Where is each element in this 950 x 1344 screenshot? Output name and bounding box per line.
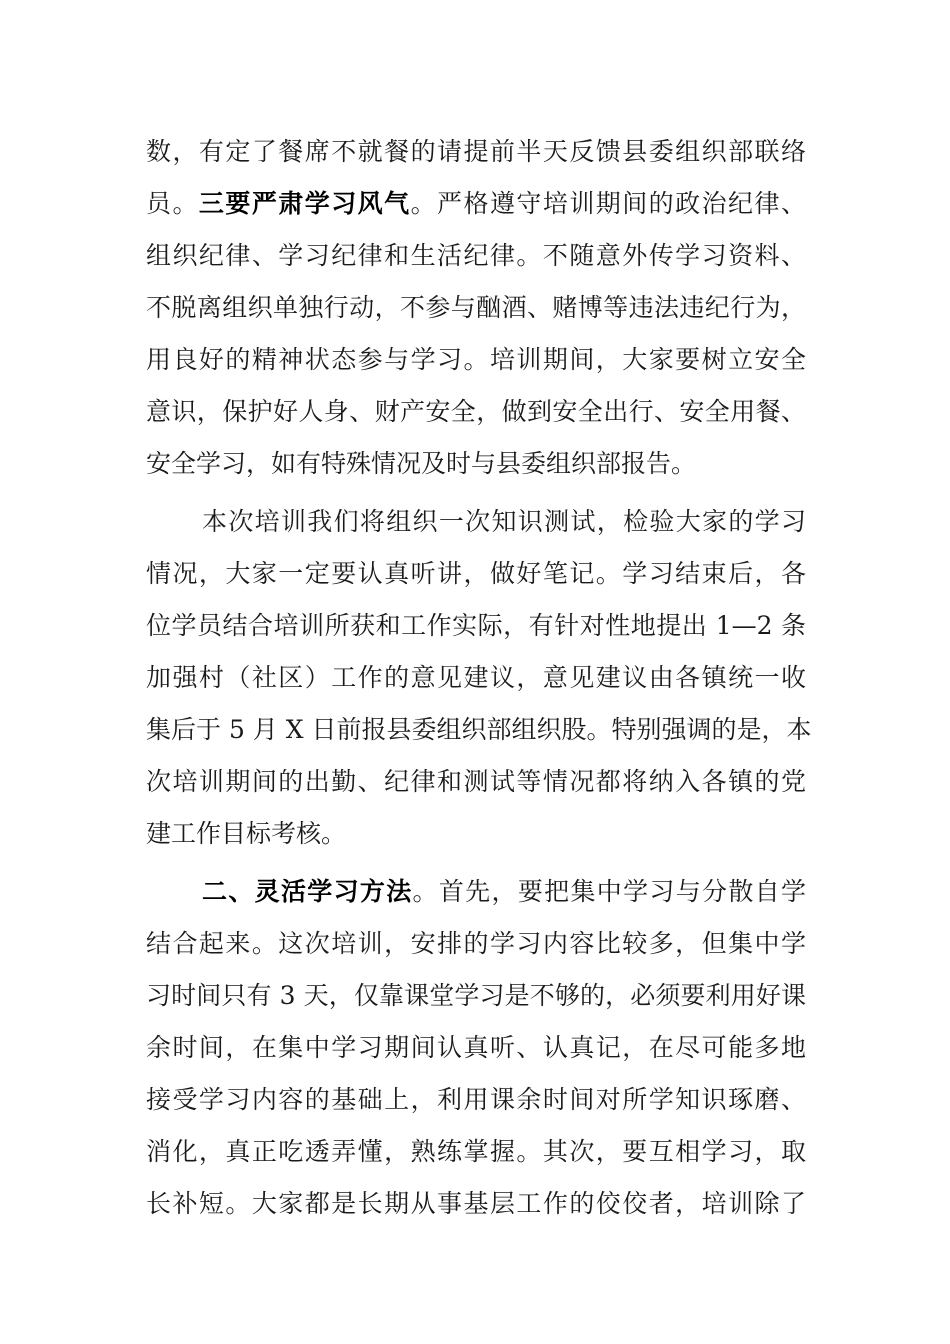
text-segment: 结合起来。这次培训，安排的学习内容比较多，但集中学 (146, 929, 806, 958)
bold-heading-segment: 三要严肃学习风气 (198, 189, 411, 218)
text-line (146, 704, 812, 756)
text-segment: 用良好的精神状态参与学习。培训期间，大家要树立安全 (146, 345, 806, 374)
text-segment: 。首先，要把集中学习与分散自学 (412, 877, 806, 906)
text-line (146, 866, 806, 918)
text-segment: 安全学习，如有特殊情况及时与县委组织部报告。 (146, 449, 697, 478)
text-segment: 员。 (146, 189, 199, 218)
text-segment: 次培训期间的出勤、纪律和测试等情况都将纳入各镇的党 (146, 767, 806, 796)
text-line (146, 126, 806, 178)
text-segment: 组织纪律、学习纪律和生活纪律。不随意外传学习资料、 (146, 241, 806, 270)
paragraph-discipline (146, 126, 806, 490)
text-line (146, 496, 806, 548)
text-line (146, 548, 806, 600)
text-segment: 意识，保护好人身、财产安全，做到安全出行、安全用餐、 (146, 397, 806, 426)
text-line (146, 1074, 806, 1126)
text-line (146, 1022, 806, 1074)
bold-heading-segment: 二、灵活学习方法 (202, 877, 413, 906)
text-segment: 位学员结合培训所获和工作实际，有针对性地提出 1—2 条 (146, 611, 806, 640)
text-segment: 习时间只有 3 天，仅靠课堂学习是不够的，必须要利用好课 (146, 981, 806, 1010)
text-line (146, 386, 806, 438)
text-line (146, 756, 806, 808)
text-segment: 不脱离组织单独行动，不参与酗酒、赌博等违法违纪行为， (146, 293, 806, 322)
text-line (146, 178, 806, 230)
text-line (146, 808, 806, 860)
text-line (146, 918, 806, 970)
text-segment: 余时间，在集中学习期间认真听、认真记，在尽可能多地 (146, 1033, 806, 1062)
text-line (146, 334, 806, 386)
text-line (146, 970, 806, 1022)
text-segment: 消化，真正吃透弄懂，熟练掌握。其次，要互相学习，取 (146, 1137, 806, 1166)
text-line (146, 1126, 806, 1178)
text-segment: 接受学习内容的基础上，利用课余时间对所学知识琢磨、 (146, 1085, 806, 1114)
text-segment: 集后于 5 月 X 日前报县委组织部组织股。特别强调的是，本 (146, 715, 812, 744)
text-segment: 建工作目标考核。 (146, 819, 347, 848)
text-segment: 本次培训我们将组织一次知识测试，检验大家的学习 (202, 507, 806, 536)
text-segment: 情况，大家一定要认真听讲，做好笔记。学习结束后，各 (146, 559, 806, 588)
text-line (146, 438, 806, 490)
text-segment: 数，有定了餐席不就餐的请提前半天反馈县委组织部联络 (146, 137, 806, 166)
text-line (146, 600, 806, 652)
text-line (146, 652, 806, 704)
text-segment: 。严格遵守培训期间的政治纪律、 (410, 189, 806, 218)
text-segment: 长补短。大家都是长期从事基层工作的佼佼者，培训除了 (146, 1189, 806, 1218)
text-line (146, 1178, 806, 1230)
paragraph-study-methods (146, 866, 806, 1230)
paragraph-knowledge-test (146, 496, 812, 860)
text-line (146, 282, 806, 334)
text-segment: 加强村（社区）工作的意见建议，意见建议由各镇统一收 (146, 663, 806, 692)
text-line (146, 230, 806, 282)
